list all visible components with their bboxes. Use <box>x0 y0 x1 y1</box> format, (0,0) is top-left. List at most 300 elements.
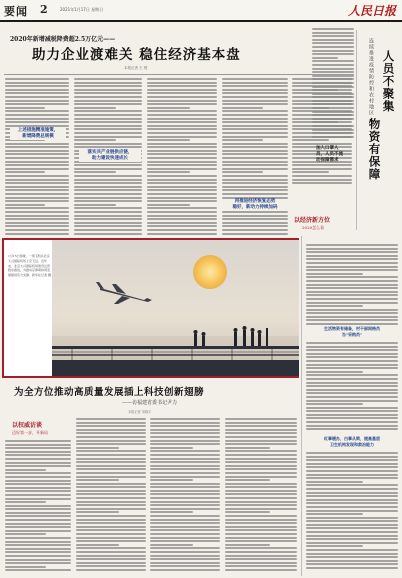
text-line <box>74 92 142 94</box>
text-line <box>76 465 146 467</box>
text-line <box>225 422 297 424</box>
right-kicker: 连续推进疫情防控和农村地区 <box>368 38 374 116</box>
text-line <box>150 526 220 528</box>
text-line <box>5 229 69 231</box>
text-line <box>5 476 71 478</box>
text-line <box>292 171 329 173</box>
text-line <box>222 121 288 123</box>
text-line <box>150 440 220 442</box>
lead-sidebar-logo-sub: 2020怎么看 <box>302 225 325 230</box>
text-line <box>292 143 352 145</box>
text-line <box>306 527 398 529</box>
text-line <box>76 540 146 542</box>
text-line <box>312 50 354 52</box>
text-line <box>5 121 69 123</box>
text-line <box>147 125 217 127</box>
text-line <box>306 273 363 275</box>
text-line <box>306 549 398 551</box>
text-line <box>147 92 217 94</box>
text-line <box>5 92 69 94</box>
text-line <box>5 78 69 80</box>
text-line <box>76 436 146 438</box>
text-line <box>5 171 45 173</box>
text-line <box>76 418 146 420</box>
text-line <box>150 443 220 445</box>
text-line <box>5 555 71 557</box>
text-line <box>5 107 45 109</box>
right-title-line-2: 物资有保障 <box>367 118 382 181</box>
text-line <box>5 462 71 464</box>
text-line <box>222 229 288 231</box>
text-line <box>147 175 217 177</box>
text-line <box>225 465 297 467</box>
text-line <box>76 479 119 481</box>
text-line <box>5 164 69 166</box>
lead-subhead-3: 再推进经济恢复态势 稳好，新动力持续加码 <box>222 199 288 211</box>
text-line <box>306 367 398 369</box>
text-line <box>222 92 288 94</box>
text-line <box>225 476 297 478</box>
text-line <box>76 569 146 571</box>
text-line <box>150 486 220 488</box>
text-line <box>150 551 220 553</box>
text-line <box>222 168 288 170</box>
text-line <box>5 161 69 163</box>
text-line <box>150 562 220 564</box>
text-line <box>312 111 354 113</box>
text-line <box>5 505 71 507</box>
newspaper-logo: 人民日报 <box>347 4 396 18</box>
text-line <box>306 410 398 412</box>
text-line <box>76 508 146 510</box>
text-line <box>150 519 220 521</box>
text-line <box>147 200 217 202</box>
text-line <box>76 468 146 470</box>
text-line <box>76 493 146 495</box>
text-line <box>225 515 297 517</box>
text-line <box>150 418 220 420</box>
text-line <box>225 418 297 420</box>
text-line <box>147 103 217 105</box>
text-line <box>225 508 297 510</box>
text-line <box>292 182 352 184</box>
text-line <box>5 533 46 535</box>
text-line <box>76 497 146 499</box>
text-line <box>5 110 69 112</box>
second-subhead: ——访福建省委书记尹力 <box>122 400 178 406</box>
text-line <box>225 429 297 431</box>
text-line <box>306 382 398 384</box>
text-line <box>312 46 354 48</box>
text-line <box>5 472 71 474</box>
text-line <box>306 499 398 501</box>
text-line <box>147 89 217 91</box>
text-line <box>74 225 142 227</box>
right-column-text-2 <box>306 342 398 434</box>
text-line <box>5 508 71 510</box>
text-line <box>5 197 69 199</box>
text-line <box>74 118 142 120</box>
text-line <box>74 107 116 109</box>
text-line <box>225 555 297 557</box>
text-line <box>225 558 297 560</box>
text-line <box>312 136 354 138</box>
text-line <box>312 75 354 77</box>
lead-column-3 <box>147 78 217 238</box>
text-line <box>74 89 142 91</box>
text-line <box>222 82 288 84</box>
text-line <box>5 179 69 181</box>
text-line <box>306 417 398 419</box>
text-line <box>222 128 288 130</box>
text-line <box>306 513 363 515</box>
text-line <box>150 465 220 467</box>
text-line <box>222 139 263 141</box>
text-line <box>306 492 398 494</box>
text-line <box>222 182 288 184</box>
text-line <box>76 447 119 449</box>
text-line <box>306 284 398 286</box>
text-line <box>150 432 220 434</box>
text-line <box>222 179 288 181</box>
text-line <box>306 452 398 454</box>
text-line <box>5 182 69 184</box>
text-line <box>74 200 142 202</box>
text-line <box>222 175 288 177</box>
interview-logo: 以权威访谈 <box>12 422 43 429</box>
text-line <box>5 85 69 87</box>
text-line <box>306 553 398 555</box>
text-line <box>74 229 142 231</box>
text-line <box>74 136 142 138</box>
text-line <box>5 207 69 209</box>
text-line <box>222 161 288 163</box>
text-line <box>306 353 398 355</box>
text-line <box>74 128 142 130</box>
text-line <box>147 193 217 195</box>
text-line <box>5 566 46 568</box>
text-line <box>225 569 297 571</box>
text-line <box>5 569 71 571</box>
text-line <box>306 474 398 476</box>
text-line <box>306 531 398 533</box>
right-column-text-3 <box>306 452 398 574</box>
text-line <box>306 389 398 391</box>
text-line <box>306 392 398 394</box>
right-subhead-2: 红事缓办，白事从简，提高基层 卫生机构发现和救治能力 <box>324 436 380 447</box>
text-line <box>150 529 220 531</box>
text-line <box>76 454 146 456</box>
text-line <box>76 511 119 513</box>
text-line <box>312 132 354 134</box>
text-line <box>74 103 142 105</box>
text-line <box>76 422 146 424</box>
text-line <box>76 490 146 492</box>
text-line <box>225 529 297 531</box>
text-line <box>312 78 354 80</box>
text-line <box>225 458 297 460</box>
page-number: 2 <box>40 3 48 16</box>
right-top-text <box>312 28 354 140</box>
text-line <box>222 222 288 224</box>
text-line <box>74 207 142 209</box>
text-line <box>5 96 69 98</box>
text-line <box>306 364 398 366</box>
sun-graphic <box>193 255 227 289</box>
text-line <box>222 125 288 127</box>
text-line <box>147 157 217 159</box>
text-line <box>222 225 288 227</box>
text-line <box>150 436 220 438</box>
text-line <box>306 545 363 547</box>
text-line <box>5 200 69 202</box>
lead-kicker: 2020年新增减税降费超2.5万亿元—— <box>10 36 116 43</box>
text-line <box>306 459 398 461</box>
text-line <box>147 128 217 130</box>
text-line <box>5 153 69 155</box>
text-line <box>147 121 217 123</box>
text-line <box>76 558 146 560</box>
text-line <box>312 129 354 131</box>
text-line <box>306 488 398 490</box>
text-line <box>306 316 398 318</box>
text-line <box>150 533 220 535</box>
text-line <box>147 114 217 116</box>
text-line <box>312 125 354 127</box>
text-line <box>76 483 146 485</box>
right-rail-rule <box>301 236 302 576</box>
text-line <box>312 96 354 98</box>
text-line <box>76 440 146 442</box>
text-line <box>150 479 193 481</box>
text-line <box>306 463 398 465</box>
text-line <box>76 519 146 521</box>
text-line <box>74 146 142 148</box>
right-title-rule <box>356 30 357 230</box>
text-line <box>312 28 354 30</box>
text-line <box>225 565 297 567</box>
text-line <box>150 511 193 513</box>
text-line <box>150 537 220 539</box>
text-line <box>5 211 69 213</box>
text-line <box>306 262 398 264</box>
text-line <box>150 504 220 506</box>
text-line <box>225 461 297 463</box>
text-line <box>5 519 71 521</box>
text-line <box>225 493 297 495</box>
text-line <box>5 494 71 496</box>
airport-sunset-photo <box>52 240 299 376</box>
text-line <box>312 103 354 105</box>
text-line <box>74 215 142 217</box>
text-line <box>306 535 398 537</box>
text-line <box>150 555 220 557</box>
text-line <box>76 450 146 452</box>
text-line <box>74 132 142 134</box>
text-line <box>150 544 193 546</box>
text-line <box>147 189 217 191</box>
text-line <box>147 207 217 209</box>
lead-byline: 本报记者 王 观 <box>124 66 148 70</box>
text-line <box>76 551 146 553</box>
text-line <box>312 60 354 62</box>
text-line <box>312 71 354 73</box>
text-line <box>306 269 398 271</box>
text-line <box>147 146 217 148</box>
text-line <box>5 150 69 152</box>
text-line <box>312 121 338 123</box>
text-line <box>76 533 146 535</box>
interview-logo-sub: 迈好第一步，开新局 <box>12 430 48 435</box>
text-line <box>5 146 69 148</box>
text-line <box>76 443 146 445</box>
text-line <box>292 175 352 177</box>
text-line <box>76 515 146 517</box>
text-line <box>5 157 69 159</box>
text-line <box>306 502 398 504</box>
text-line <box>147 218 217 220</box>
text-line <box>76 562 146 564</box>
text-line <box>306 302 398 304</box>
text-line <box>5 501 46 503</box>
text-line <box>222 114 288 116</box>
text-line <box>147 182 217 184</box>
text-line <box>306 360 398 362</box>
text-line <box>306 276 398 278</box>
text-line <box>222 150 288 152</box>
text-line <box>74 186 142 188</box>
text-line <box>74 100 142 102</box>
text-line <box>74 182 142 184</box>
text-line <box>5 215 69 217</box>
text-line <box>150 454 220 456</box>
text-line <box>225 443 297 445</box>
text-line <box>5 175 69 177</box>
text-line <box>5 222 69 224</box>
text-line <box>147 136 217 138</box>
text-line <box>74 85 142 87</box>
text-line <box>5 512 71 514</box>
text-line <box>76 537 146 539</box>
text-line <box>312 53 354 55</box>
text-line <box>74 164 142 166</box>
text-line <box>150 450 220 452</box>
text-line <box>225 519 297 521</box>
text-line <box>5 82 69 84</box>
text-line <box>76 526 146 528</box>
text-line <box>147 139 190 141</box>
text-line <box>306 346 398 348</box>
text-line <box>306 258 398 260</box>
text-line <box>5 225 69 227</box>
text-line <box>74 82 142 84</box>
text-line <box>222 78 288 80</box>
text-line <box>225 436 297 438</box>
text-line <box>147 85 217 87</box>
text-line <box>225 479 270 481</box>
text-line <box>5 530 71 532</box>
text-line <box>150 425 220 427</box>
text-line <box>292 168 352 170</box>
text-line <box>306 374 398 376</box>
text-line <box>312 82 354 84</box>
text-line <box>306 524 398 526</box>
text-line <box>222 211 288 213</box>
text-line <box>76 565 146 567</box>
text-line <box>225 501 297 503</box>
right-subhead-1: 生活物资有储备，村干部网格员 当"采购员" <box>324 326 380 337</box>
text-line <box>5 458 71 460</box>
text-line <box>147 153 217 155</box>
text-line <box>222 164 288 166</box>
text-line <box>5 100 69 102</box>
text-line <box>5 193 69 195</box>
photo-frame <box>2 238 299 378</box>
text-line <box>147 161 217 163</box>
text-line <box>147 168 217 170</box>
text-line <box>222 118 288 120</box>
text-line <box>222 85 288 87</box>
text-line <box>312 93 354 95</box>
text-line <box>306 407 398 409</box>
text-line <box>225 432 297 434</box>
text-line <box>147 211 217 213</box>
text-line <box>222 186 288 188</box>
text-line <box>312 32 354 34</box>
text-line <box>222 103 288 105</box>
text-line <box>225 490 297 492</box>
text-line <box>5 204 45 206</box>
text-line <box>74 204 116 206</box>
text-line <box>222 215 288 217</box>
text-line <box>147 100 217 102</box>
text-line <box>74 110 142 112</box>
text-line <box>306 287 398 289</box>
text-line <box>225 533 297 535</box>
masthead <box>0 0 402 22</box>
text-line <box>225 551 297 553</box>
text-line <box>147 197 217 199</box>
text-line <box>150 522 220 524</box>
text-line <box>225 483 297 485</box>
text-line <box>74 139 116 141</box>
text-line <box>74 121 142 123</box>
text-line <box>306 506 398 508</box>
text-line <box>150 547 220 549</box>
text-line <box>150 569 220 571</box>
text-line <box>225 504 297 506</box>
text-line <box>5 89 69 91</box>
text-line <box>150 461 220 463</box>
text-line <box>306 466 398 468</box>
text-line <box>306 251 398 253</box>
text-line <box>5 118 69 120</box>
text-line <box>74 175 142 177</box>
text-line <box>150 558 220 560</box>
text-line <box>306 484 398 486</box>
text-line <box>312 42 354 44</box>
text-line <box>150 540 220 542</box>
text-line <box>76 501 146 503</box>
text-line <box>306 305 363 307</box>
text-line <box>222 146 288 148</box>
text-line <box>5 125 69 127</box>
text-line <box>76 472 146 474</box>
text-line <box>150 429 220 431</box>
text-line <box>5 541 71 543</box>
text-line <box>312 86 354 88</box>
text-line <box>5 168 69 170</box>
